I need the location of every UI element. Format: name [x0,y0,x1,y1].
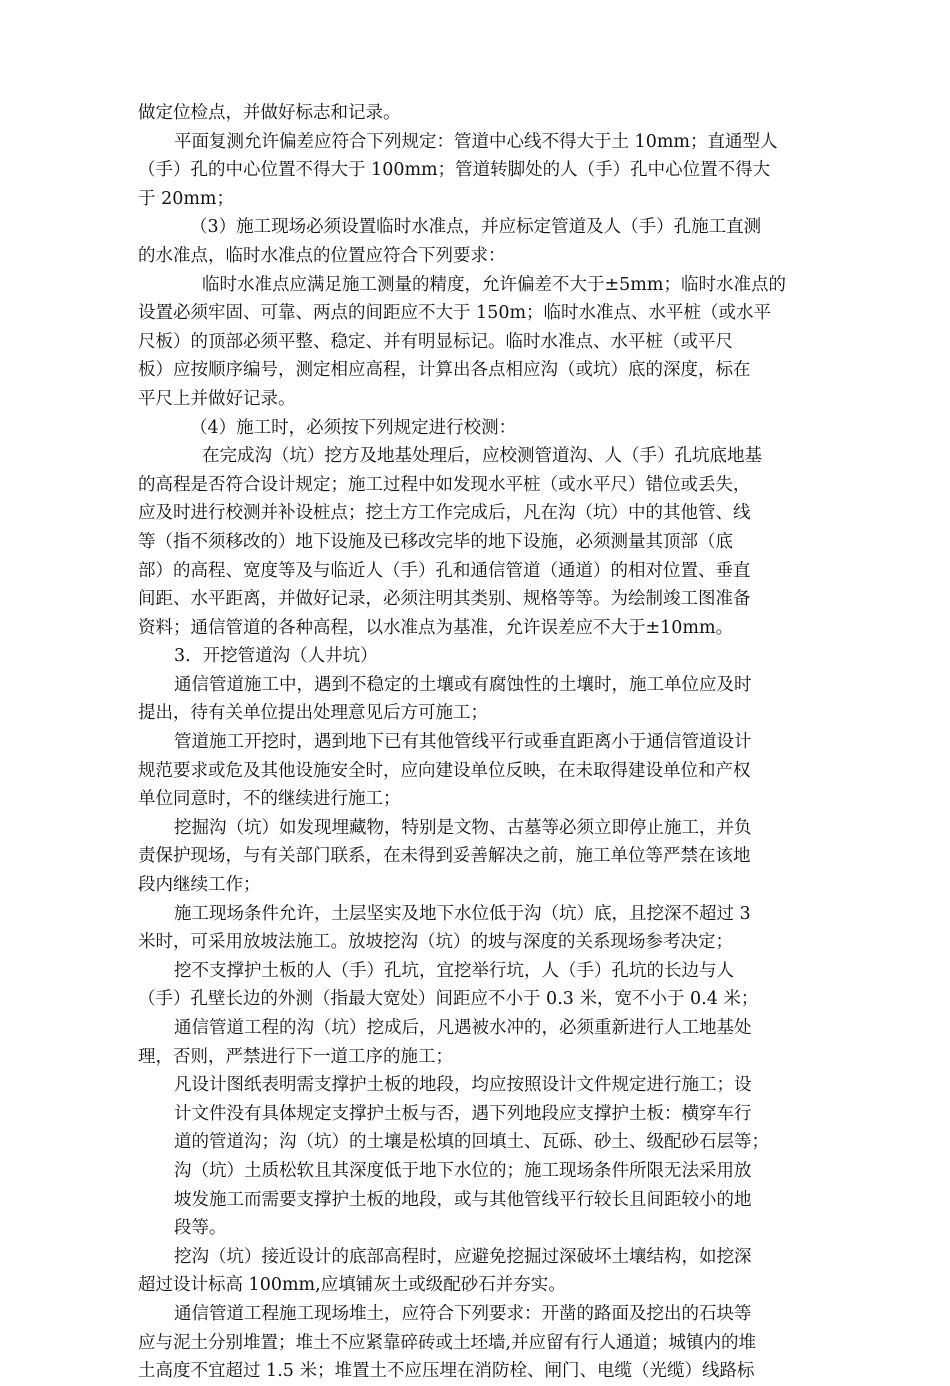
text-line: 道的管道沟；沟（坑）的土壤是松填的回填土、瓦砾、砂土、级配砂石层等； [174,1132,769,1153]
text-line: 米时，可采用放坡法施工。放坡挖沟（坑）的坡与深度的关系现场参考决定； [138,932,733,953]
text-line: 板）应按顺序编号，测定相应高程，计算出各点相应沟（或坑）底的深度，标在 [138,360,751,381]
text-line: 超过设计标高 100mm,应填铺灰土或级配砂石并夯实。 [138,1275,566,1296]
text-line: 段内继续工作； [138,875,261,896]
text-line: 段等。 [174,1218,227,1239]
text-line: 凡设计图纸表明需支撑护土板的地段，均应按照设计文件规定进行施工；设 [174,1075,752,1096]
text-line: 挖掘沟（坑）如发现埋藏物，特别是文物、古墓等必须立即停止施工，并负 [174,817,752,838]
text-line: 平面复测允许偏差应符合下列规定：管道中心线不得大于土 10mm；直通型人 [174,131,778,152]
text-line: 设置必须牢固、可靠、两点的间距应不大于 150m；临时水准点、水平桩（或水平 [138,303,772,324]
text-line: 应与泥土分别堆置；堆土不应紧靠碎砖或土坯墙,并应留有行人通道；城镇内的堆 [138,1332,757,1353]
text-line: 尺板）的顶部必须平整、稳定、并有明显标记。临时水准点、水平桩（或平尺 [138,331,733,352]
text-line: 临时水准点应满足施工测量的精度，允许偏差不大于±5mm；临时水准点的 [202,274,786,295]
text-line: 挖沟（坑）接近设计的底部高程时，应避免挖掘过深破坏土壤结构，如挖深 [174,1246,752,1267]
text-line: 在完成沟（坑）挖方及地基处理后，应校测管道沟、人（手）孔坑底地基 [202,446,762,467]
text-line: 应及时进行校测并补设桩点；挖土方工作完成后，凡在沟（坑）中的其他管、线 [138,503,751,524]
text-line: （手）孔的中心位置不得大于 100mm；管道转脚处的人（手）孔中心位置不得大 [138,160,771,181]
text-line: （3）施工现场必须设置临时水准点，并应标定管道及人（手）孔施工直测 [190,217,762,238]
text-line: 等（指不须移改的）地下设施及已移改完毕的地下设施，必须测量其顶部（底 [138,531,733,552]
text-line: 沟（坑）土质松软且其深度低于地下水位的；施工现场条件所限无法采用放 [174,1160,752,1181]
text-line: 3．开挖管道沟（人井坑） [174,646,378,667]
text-line: （4）施工时，必须按下列规定进行校测： [190,417,517,438]
text-line: 通信管道工程施工现场堆土，应符合下列要求：开凿的路面及挖出的石块等 [174,1303,752,1324]
text-line: 施工现场条件允许，土层坚实及地下水位低于沟（坑）底，且挖深不超过 3 [174,903,751,924]
text-line: 土高度不宜超过 1.5 米；堆置土不应压埋在消防栓、闸门、电缆（光缆）线路标 [138,1361,755,1382]
text-line: 单位同意时，不的继续进行施工； [138,789,401,810]
document-body [138,99,828,1386]
text-line: 计文件没有具体规定支撑护土板与否，遇下列地段应支撑护土板：横穿车行 [174,1103,752,1124]
text-line: 挖不支撑护土板的人（手）孔坑，宜挖举行坑，人（手）孔坑的长边与人 [174,960,734,981]
text-line: 通信管道工程的沟（坑）挖成后，凡遇被水冲的，必须重新进行人工地基处 [174,1018,752,1038]
text-line: 做定位检点，并做好标志和记录。 [138,103,401,123]
text-line: 的水准点，临时水准点的位置应符合下列要求： [138,245,506,266]
text-line: 的高程是否符合设计规定；施工过程中如发现水平桩（或水平尺）错位或丢失， [138,474,751,495]
text-line: 责保护现场，与有关部门联系，在未得到妥善解决之前，施工单位等严禁在该地 [138,846,751,867]
text-line: 间距、水平距离，并做好记录，必须注明其类别、规格等等。为绘制竣工图准备 [138,589,751,610]
text-line: 坡发施工而需要支撑护土板的地段，或与其他管线平行较长且间距较小的地 [174,1189,752,1210]
text-line: 通信管道施工中，遇到不稳定的土壤或有腐蚀性的土壤时，施工单位应及时 [174,674,752,695]
text-line: 于 20mm； [138,188,235,209]
text-line: 提出，待有关单位提出处理意见后方可施工； [138,703,488,724]
text-line: 规范要求或危及其他设施安全时，应向建设单位反映，在未取得建设单位和产权 [138,760,751,781]
text-line: 理，否则，严禁进行下一道工序的施工； [138,1046,453,1067]
text-line: 平尺上并做好记录。 [138,388,296,409]
text-line: （手）孔壁长边的外测（指最大宽处）间距应不小于 0.3 米，宽不小于 0.4 米； [138,989,759,1010]
text-line: 资料；通信管道的各种高程，以水准点为基准，允许误差应不大于±10mm。 [138,617,734,638]
text-line: 管道施工开挖时，遇到地下已有其他管线平行或垂直距离小于通信管道设计 [174,732,752,753]
text-line: 部）的高程、宽度等及与临近人（手）孔和通信管道（通道）的相对位置、垂直 [138,560,751,581]
